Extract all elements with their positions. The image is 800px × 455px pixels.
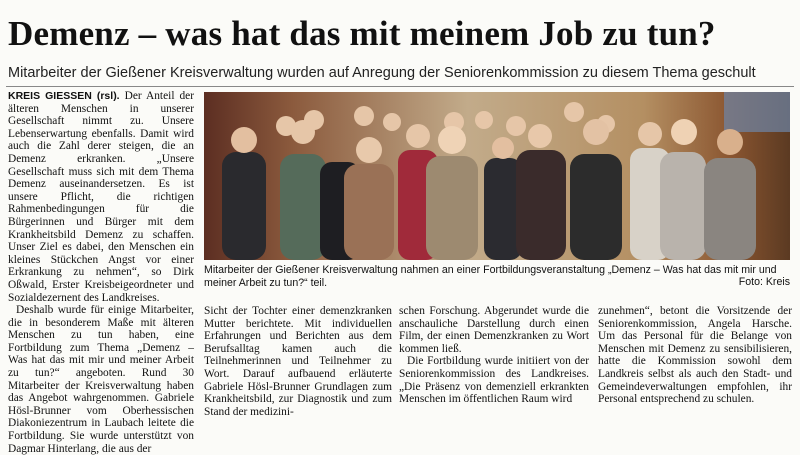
photo-caption: Mitarbeiter der Gießener Kreisverwaltung nahmen an einer Fortbildungsveranstaltung „Demenz – Was hat das mit mir und meiner Arbeit zu tun?“ teil. xyxy=(204,264,777,289)
paragraph: schen Forschung. Abgerundet wurde die anschauliche Darstellung durch einen Film, der einen Demenzkranken zu Wort kommen ließ. xyxy=(399,305,589,355)
article-column-1 xyxy=(8,90,194,455)
paragraph: Sicht der Tochter einer demenzkranken Mutter berichtete. Mit individuellen Erfahrungen und Berichten aus dem Berufsalltag kamen auch die Teilnehmerinnen und Teilnehmer zu Wort. Darauf aufbauend erläuterte Gabriele Hösl-Brunner Grundlagen zum Krankheitsbild, zur Diagnostik und zum Stand der medizini- xyxy=(204,305,392,418)
paragraph: zunehmen“, betont die Vorsitzende der Seniorenkommission, Angela Harsche. Um das Personal für die Belange von Menschen mit Demenz zu sensibilisieren, hatte die Kommission sowohl dem Landkreis selbst als auch den Stadt- und Gemeindeverwaltungen empfohlen, ihr Personal entsprechend zu schulen. xyxy=(598,305,792,406)
photo-credit: Foto: Kreis xyxy=(738,276,790,288)
paragraph: Deshalb wurde für einige Mitarbeiter, die in besonderem Maße mit älteren Menschen zu tun haben, eine Fortbildung zum Thema „Demenz – Was hat das mit mir und meiner Arbeit zu tun?“ angeboten. Rund 30 Mitarbeiter der Kreisverwaltung haben das Angebot wahrgenommen. Gabriele Hösl-Brunner vom Oberhessischen Diakoniezentrum in Laubach leitete die Fortbildung. Sie wurde unterstützt von Dagmar Hinterlang, die aus der xyxy=(8,304,194,455)
article-column-3 xyxy=(399,305,589,415)
paragraph: Die Fortbildung wurde initiiert von der Seniorenkommission des Landkreises. „Die Präsenz von demenziell erkrankten Menschen im öffentlichen Raum wird xyxy=(399,355,589,406)
dateline: KREIS GIESSEN (rsl). xyxy=(8,90,120,102)
divider xyxy=(6,86,794,87)
article-column-4 xyxy=(598,305,792,415)
paragraph: Der Anteil der älteren Menschen in unserer Gesellschaft nimmt zu. Unsere Lebenserwartung ebenfalls. Damit wird auch die Zahl derer steigen, die an Demenz erkranken. „Unsere Gesellschaft muss sich mit dem Thema Demenz auseinandersetzen. Es ist unsere Pflicht, die richtigen Rahmenbedingungen für die Bürgerinnen und Bürger mit dem Krankheitsbild Demenz zu schaffen. Unser Ziel es dabei, den Menschen ein kleines Stückchen Angst vor einer Erkrankung zu nehmen“, so Dirk Oßwald, Erster Kreisbeigeordneter und Sozialdezernent des Landkreises. xyxy=(8,90,194,304)
article-column-2 xyxy=(204,305,392,418)
headline: Demenz – was hat das mit meinem Job zu tun? xyxy=(8,14,716,53)
subheadline: Mitarbeiter der Gießener Kreisverwaltung wurden auf Anregung der Seniorenkommission zu diesem Thema geschult xyxy=(8,65,756,81)
group-photo xyxy=(204,92,790,260)
